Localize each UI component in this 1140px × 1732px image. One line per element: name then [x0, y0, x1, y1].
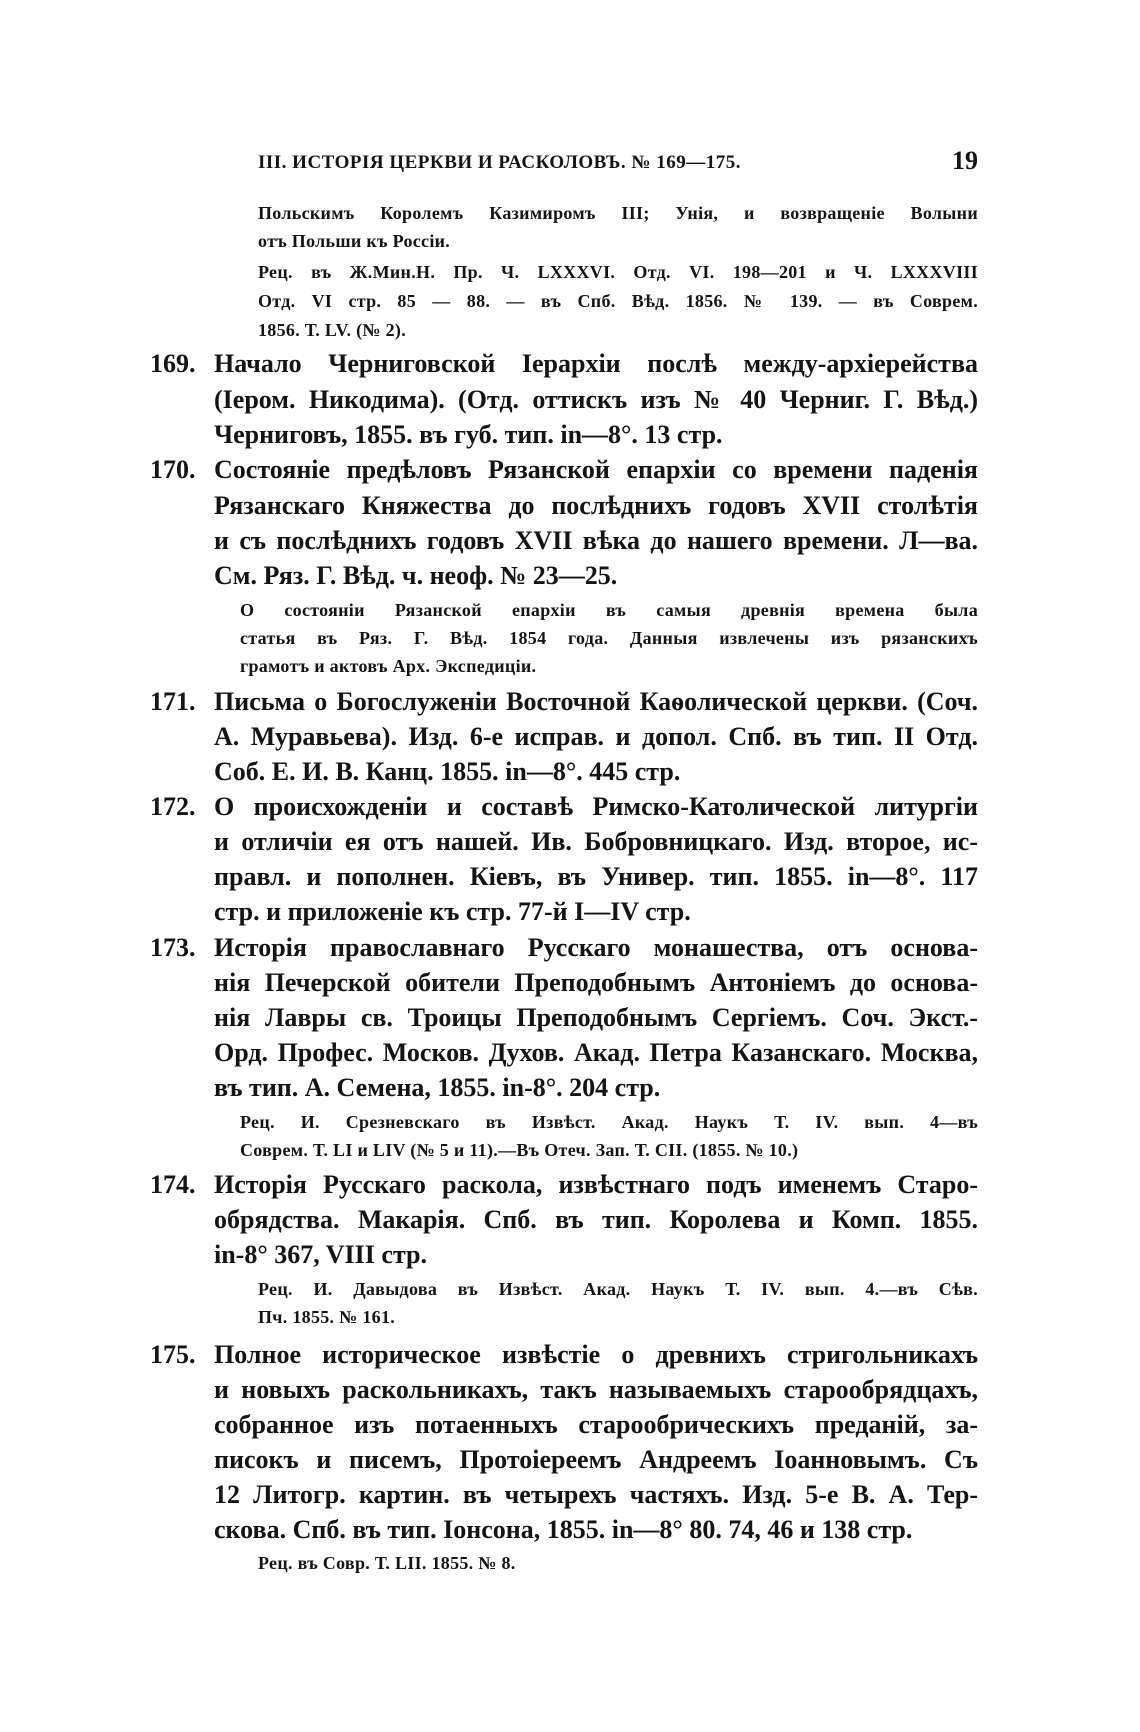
entry-line: Исторія Русскаго раскола, извѣстнаго подъ именемъ Старо- — [214, 1170, 978, 1199]
entry-line: Рязанскаго Княжества до послѣднихъ годовъ XVII столѣтія — [214, 491, 978, 520]
entry-line: О происхожденіи и составѣ Римско-Католической литургіи — [214, 792, 978, 821]
entry-number: 169. — [150, 349, 196, 378]
entry-line: Черниговъ, 1855. въ губ. тип. in—8°. 13 стр. — [214, 420, 723, 449]
entry-line: собранное изъ потаенныхъ старообрическихъ преданій, за- — [214, 1410, 978, 1439]
entry-line: См. Ряз. Г. Вѣд. ч. неоф. № 23—25. — [214, 561, 618, 590]
note-line: статья въ Ряз. Г. Вѣд. 1854 года. Данныя извлечены изъ рязанскихъ — [240, 628, 978, 648]
entry-line: обрядства. Макарія. Спб. въ тип. Королева и Комп. 1855. — [214, 1205, 978, 1234]
entry-line: in-8° 367, VIII стр. — [214, 1240, 427, 1269]
page-number: 19 — [952, 146, 978, 175]
note-line: Соврем. Т. LI и LIV (№ 5 и 11).—Въ Отеч. Зап. Т. CII. (1855. № 10.) — [240, 1140, 799, 1160]
entry-number: 175. — [150, 1340, 196, 1369]
entry-line: и съ послѣднихъ годовъ XVII вѣка до нашего времени. Л—ва. — [214, 526, 978, 555]
entry-line: и новыхъ раскольникахъ, такъ называемыхъ старообрядцахъ, — [214, 1375, 978, 1404]
note-line: Пч. 1855. № 161. — [258, 1307, 396, 1327]
note-line: Отд. VI стр. 85 — 88. — въ Спб. Вѣд. 1856. № 139. — въ Соврем. — [258, 291, 978, 311]
entry-line: правл. и пополнен. Кіевъ, въ Универ. тип. 1855. in—8°. 117 — [214, 862, 978, 891]
entry-line: Начало Черниговской Іерархіи послѣ между-архіерейства — [214, 349, 978, 378]
entry-number: 171. — [150, 687, 196, 716]
entry-line: и отличіи ея отъ нашей. Ив. Бобровницкаго. Изд. второе, ис- — [214, 827, 978, 856]
entry-number: 170. — [150, 455, 196, 484]
note-line: О состояніи Рязанской епархіи въ самыя древнія времена была — [240, 600, 978, 620]
note-line: Рец. И. Срезневскаго въ Извѣст. Акад. Наукъ Т. IV. вып. 4—въ — [240, 1112, 978, 1132]
entry-line: (Іером. Никодима). (Отд. оттискъ изъ № 40 Черниг. Г. Вѣд.) — [214, 385, 978, 414]
note-line: Рец. въ Совр. Т. LII. 1855. № 8. — [258, 1553, 516, 1573]
entry-line: въ тип. А. Семена, 1855. in-8°. 204 стр. — [214, 1073, 661, 1102]
running-head: III. ИСТОРІЯ ЦЕРКВИ И РАСКОЛОВЪ. № 169—175. — [258, 152, 741, 173]
entry-line: нія Печерской обители Преподобнымъ Антоніемъ до основа- — [214, 968, 978, 997]
note-line: отъ Польши къ Россіи. — [258, 231, 451, 251]
entry-line: Соб. Е. И. В. Канц. 1855. in—8°. 445 стр. — [214, 757, 681, 786]
note-line: Рец. И. Давыдова въ Извѣст. Акад. Наукъ Т. IV. вып. 4.—въ Сѣв. — [258, 1279, 978, 1299]
note-line: Рец. въ Ж.Мин.Н. Пр. Ч. LXXXVI. Отд. VI. 198—201 и Ч. LXXXVIII — [258, 262, 978, 282]
entry-number: 173. — [150, 933, 196, 962]
entry-line: 12 Литогр. картин. въ четырехъ частяхъ. Изд. 5-е В. А. Тер- — [214, 1480, 978, 1509]
entry-line: скова. Спб. въ тип. Іонсона, 1855. in—8° 80. 74, 46 и 138 стр. — [214, 1515, 913, 1544]
entry-number: 172. — [150, 792, 196, 821]
entry-line: Орд. Профес. Москов. Духов. Акад. Петра Казанскаго. Москва, — [214, 1038, 978, 1067]
entry-line: писокъ и писемъ, Протоіереемъ Андреемъ Іоанновымъ. Съ — [214, 1445, 978, 1474]
entry-line: Состояніе предѣловъ Рязанской епархіи со времени паденія — [214, 455, 978, 484]
page-header — [258, 146, 978, 186]
entry-line: А. Муравьева). Изд. 6-е исправ. и допол. Спб. въ тип. II Отд. — [214, 722, 978, 751]
entry-line: Полное историческое извѣстіе о древнихъ стригольникахъ — [214, 1340, 978, 1369]
note-line: Польскимъ Королемъ Казимиромъ III; Унія, и возвращеніе Волыни — [258, 203, 978, 223]
entry-line: стр. и приложеніе къ стр. 77-й I—IV стр. — [214, 897, 691, 926]
note-line: грамотъ и актовъ Арх. Экспедиціи. — [240, 656, 537, 676]
entry-number: 174. — [150, 1170, 196, 1199]
entry-line: нія Лавры св. Троицы Преподобнымъ Сергіемъ. Соч. Экст.- — [214, 1003, 978, 1032]
entry-line: Письма о Богослуженіи Восточной Каѳолической церкви. (Соч. — [214, 687, 978, 716]
entry-line: Исторія православнаго Русскаго монашества, отъ основа- — [214, 933, 978, 962]
note-line: 1856. Т. LV. (№ 2). — [258, 320, 407, 340]
